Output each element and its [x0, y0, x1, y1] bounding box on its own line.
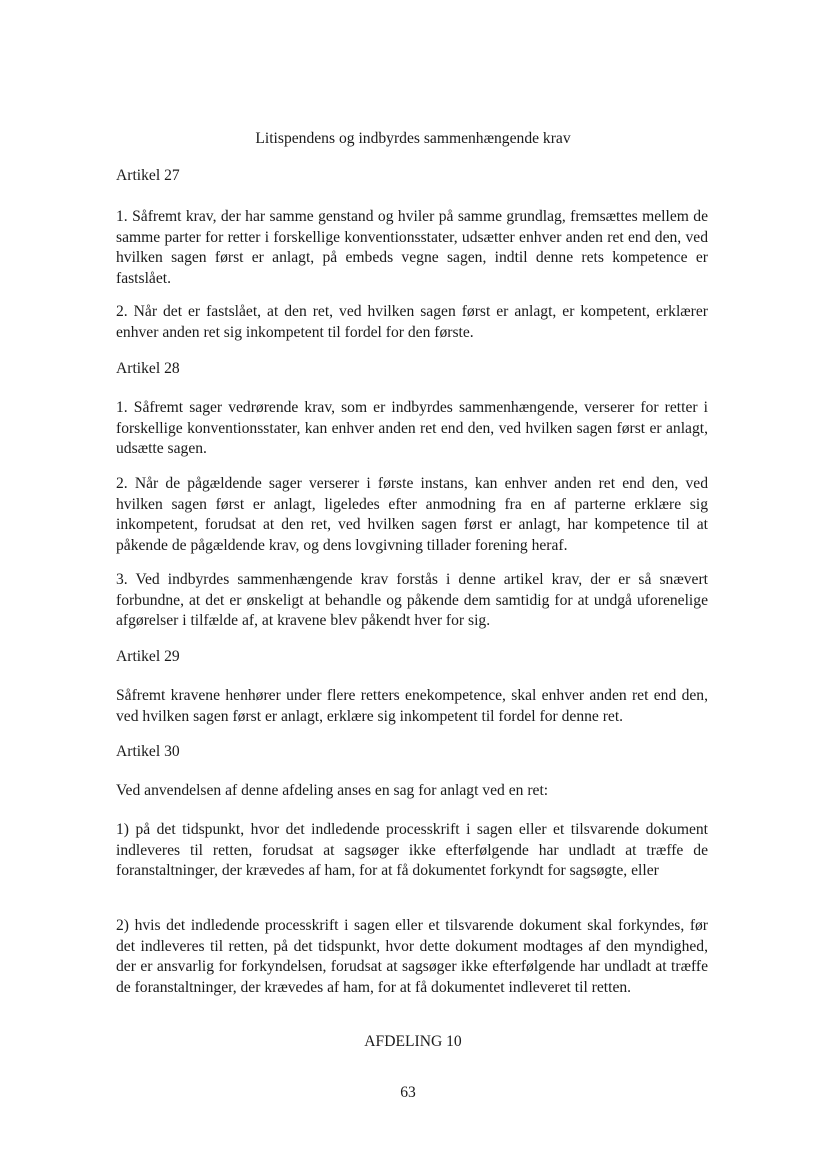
article-30-paragraph-3: 2) hvis det indledende processkrift i sagen eller et tilsvarende dokument skal forkyndes, før det indleveres til retten, på det tidspunkt, hvor dette dokument modtages af den myndighed, der er ansvarlig for forkyndelsen, forudsat at sagsøger ikke efterfølgende har undladt at træffe de foranstaltninger, der krævedes af ham, for at få dokumentet indleveret til retten. — [116, 917, 708, 996]
article-28-title: Artikel 28 — [116, 360, 180, 377]
article-28-paragraph-3: 3. Ved indbyrdes sammenhængende krav forstås i denne artikel krav, der er så snævert forbundne, at det er ønskeligt at behandle og påkende dem samtidig for at undgå uforenelige afgørelser i tilfælde af, at kravene blev påkendt hver for sig. — [116, 571, 708, 629]
article-27-paragraph-1: 1. Såfremt krav, der har samme genstand og hviler på samme grundlag, fremsættes mellem de samme parter for retter i forskellige konventionsstater, udsætter enhver anden ret end den, ved hvilken sagen først er anlagt, på embeds vegne sagen, indtil denne rets kompetence er fastslået. — [116, 208, 708, 287]
article-30-title: Artikel 30 — [116, 743, 180, 760]
article-28-paragraph-2: 2. Når de pågældende sager verserer i første instans, kan enhver anden ret end den, ved hvilken sagen først er anlagt, ligeledes efter anmodning fra en af parterne erklære sig inkompetent, forudsat at den ret, ved hvilken sagen først er anlagt, har kompetence til at påkende de pågældende krav, og dens lovgivning tillader forening heraf. — [116, 475, 708, 554]
article-29-title: Artikel 29 — [116, 648, 180, 665]
article-27-paragraph-2: 2. Når det er fastslået, at den ret, ved hvilken sagen først er anlagt, er kompetent, erklærer enhver anden ret sig inkompetent til fordel for den første. — [116, 303, 708, 341]
page-number: 63 — [400, 1084, 416, 1101]
article-29-paragraph-1: Såfremt kravene henhører under flere retters enekompetence, skal enhver anden ret end den, ved hvilken sagen først er anlagt, erklære sig inkompetent til fordel for denne ret. — [116, 687, 708, 725]
article-30-paragraph-1: Ved anvendelsen af denne afdeling anses en sag for anlagt ved en ret: — [116, 782, 549, 799]
section-title: Litispendens og indbyrdes sammenhængende krav — [255, 130, 571, 147]
next-section-heading: AFDELING 10 — [364, 1033, 462, 1050]
article-28-paragraph-1: 1. Såfremt sager vedrørende krav, som er indbyrdes sammenhængende, verserer for retter i forskellige konventionsstater, kan enhver anden ret end den, ved hvilken sagen først er anlagt, udsætte sagen. — [116, 399, 708, 457]
article-30-paragraph-2: 1) på det tidspunkt, hvor det indledende processkrift i sagen eller et tilsvarende dokument indleveres til retten, forudsat at sagsøger ikke efterfølgende har undladt at træffe de foranstaltninger, der krævedes af ham, for at få dokumentet forkyndt for sagsøgte, eller — [116, 821, 708, 879]
article-27-title: Artikel 27 — [116, 167, 180, 184]
